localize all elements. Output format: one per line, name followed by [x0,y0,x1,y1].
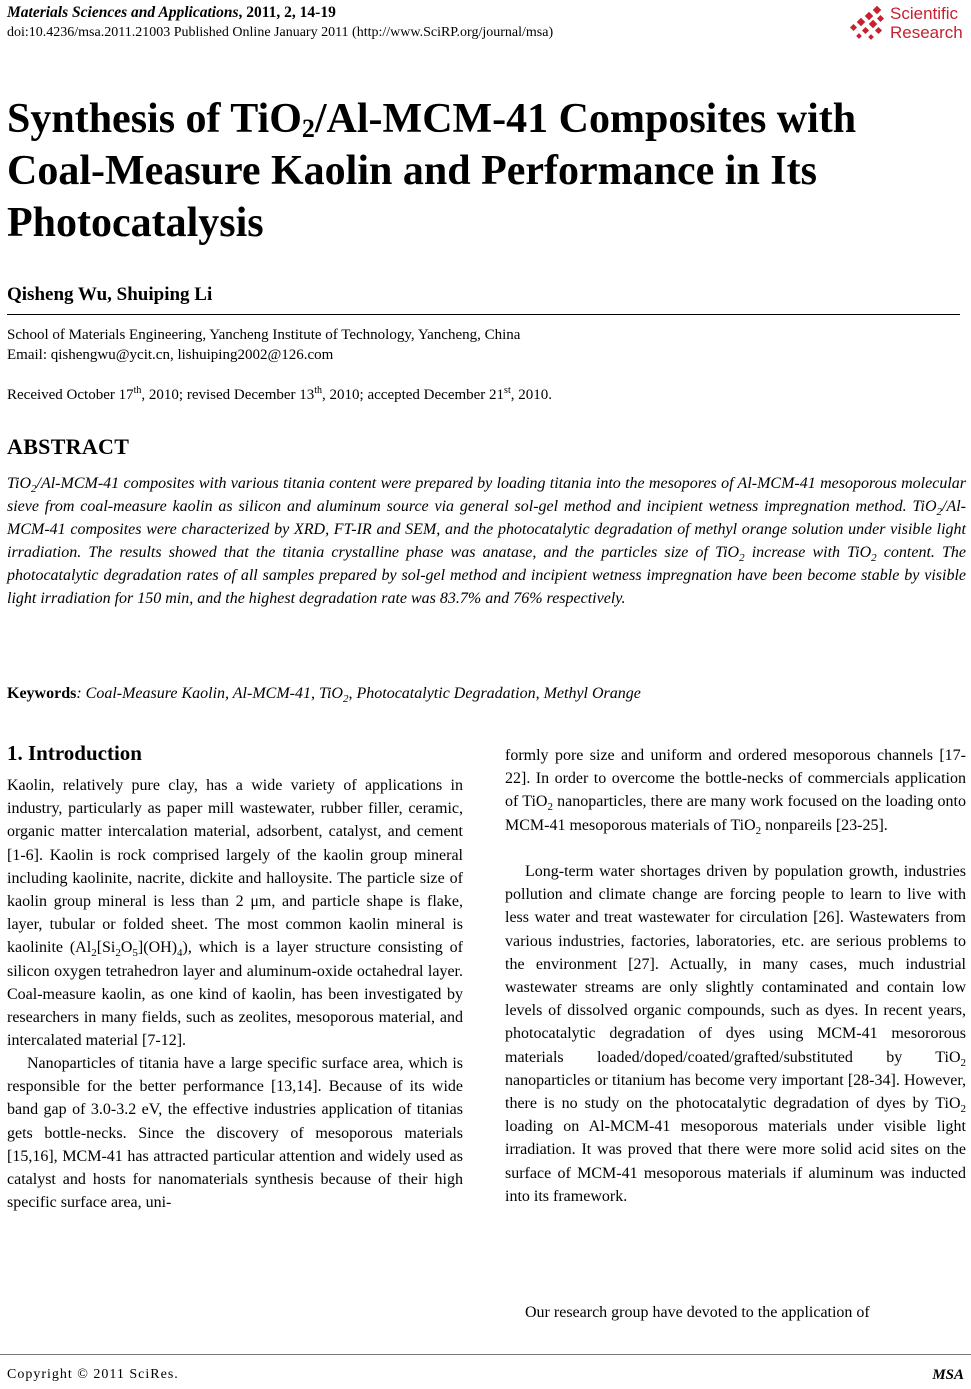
intro-paragraph-2: Nanoparticles of titania have a large specific surface area, which is responsible for the better performance [13,14]. Because of its wide band gap of 3.0-3.2 eV, the effective industries application of titanias gets bottle-necks. Since the discovery of mesoporous materials [15,16], MCM-41 has attracted particular attention and widely used as catalyst and hosts for nanomaterials synthesis because of their high specific surface area, uni- [7,1055,463,1212]
scirp-diamond-logo-icon [848,5,888,43]
intro-paragraph-4: Our research group have devoted to the application of [525,1304,870,1321]
keywords-label: Keywords [7,685,77,702]
publisher-logo [848,3,970,45]
section-heading-introduction: 1. Introduction [7,741,142,765]
affiliation: School of Materials Engineering, Yancheng Institute of Technology, Yancheng, China [7,327,521,343]
footer-divider [0,1354,971,1355]
paper-title: Synthesis of TiO$_2$/Al-MCM-41 Composites with Coal-Measure Kaolin and Performance in Its Photocatalysis [7,96,857,246]
intro-paragraph-2-continued: formly pore size and uniform and ordered mesoporous channels [17-22]. In order to overcome the bottle-necks of commercials application of TiO$_2$ nanoparticles, there are many work focused on the loading onto MCM-41 mesoporous materials of TiO$_2$ nonpareils [23-25]. [505,747,967,837]
email-line: Email: qishengwu@ycit.cn, lishuiping2002@126.com [7,347,334,363]
intro-paragraph-1: Kaolin, relatively pure clay, has a wide variety of applications in industry, particularly as paper mill wastewater, rubber filler, ceramic, organic matter intercalation material, adsorbent, catalyst, and cement [1-6]. Kaolin is rock comprised largely of the kaolin group mineral including kaolinite, nacrite, dickite and halloysite. The particle size of kaolin group mineral is less than 2 μm, and particle shape is flake, layer, tubular or folded sheet. The most common kaolin mineral is kaolinite $(Al_2[Si_2O_5](OH)_4)$, which is a layer structure consisting of silicon oxygen tetrahedron layer and aluminum-oxide octahedral layer. Coal-measure kaolin, as one kind of kaolin, has been investigated by researchers in many fields, such as zeolites, mesoporous material, and intercalated material [7-12]. [7,777,464,1050]
keywords: Keywords: Coal-Measure Kaolin, Al-MCM-41, TiO$_2$, Photocatalytic Degradation, Methyl Orange [7,685,641,706]
abstract-heading: ABSTRACT [7,434,130,459]
journal-volume: , 2011, 2, 14-19 [238,4,336,21]
doi-line: doi:10.4236/msa.2011.21003 Published Online January 2011 (http://www.SciRP.org/journal/msa) [7,25,554,40]
journal-name: Materials Sciences and Applications [7,4,239,21]
title-divider [7,314,960,315]
abstract-text: TiO$_2$/Al-MCM-41 composites with various titania content were prepared by loading titania into the mesopores of Al-MCM-41 mesoporous molecular sieve from coal-measure kaolin as silicon and aluminum source via general sol-gel method and incipient wetness impregnation method. TiO$_2$/Al-MCM-41 composites were characterized by XRD, FT-IR and SEM, and the photocatalytic degradation of methyl orange solution under visible light irradiation. The results showed that the titania crystalline phase was anatase, and the particles size of TiO$_2$ increase with TiO$_2$ content. The photocatalytic degradation rates of all samples prepared by sol-gel method and incipient wetness impregnation have been become stable by visible light irradiation for 150 min, and the highest degradation rate was 83.7% and 76% respectively. [7,475,967,607]
authors: Qisheng Wu, Shuiping Li [7,284,213,305]
logo-text-scientific: Scientific [890,4,959,23]
running-header [7,3,336,23]
footer-copyright: Copyright © 2011 SciRes. [7,1367,179,1382]
footer-journal-abbr: MSA [932,1367,964,1383]
intro-paragraph-3: Long-term water shortages driven by population growth, industries pollution and climate change are forcing people to learn to live with less water and treat wastewater for circulation [26]. Wastewaters from various industries, factories, laboratories, etc. are serious problems to the environment [27]. Actually, in many cases, much industrial wastewater streams are only slightly contaminated and contain low levels of dissolved organic compounds, such as dyes. In recent years, photocatalytic degradation of dyes using MCM-41 mesororous materials loaded/doped/coated/grafted/substituted by TiO$_2$ nanoparticles or titanium has become very important [28-34]. However, there is no study on the photocatalytic degradation of dyes by TiO$_2$ loading on Al-MCM-41 mesoporous materials under visible light irradiation. It was proved that there were more solid acid sites on the surface of MCM-41 mesoporous materials if aluminum was inducted into its framework. [505,863,966,1205]
received-dates: Received October 17th, 2010; revised December 13th, 2010; accepted December 21st, 2010. [7,385,552,403]
logo-text-research: Research [890,23,963,42]
